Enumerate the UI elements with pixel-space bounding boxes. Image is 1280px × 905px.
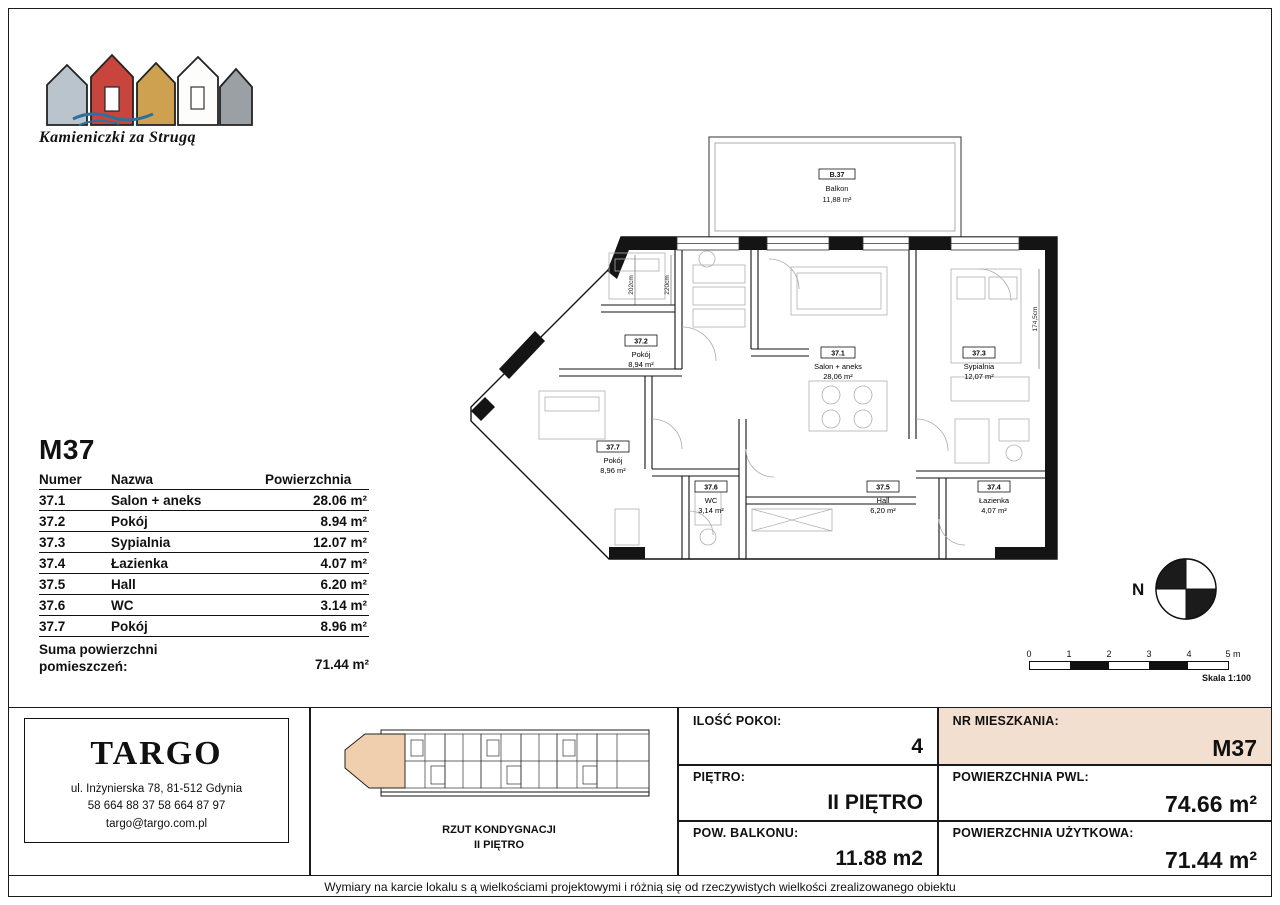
developer-logo-text xyxy=(90,735,222,773)
rooms-count-cell xyxy=(679,708,937,765)
row-number: 37.4 xyxy=(39,555,66,571)
room-tag-37-4 xyxy=(978,481,1010,515)
address-line-3: targo@targo.com.pl xyxy=(105,817,208,830)
rooms-count-label: ILOŚĆ POKOI: xyxy=(693,714,782,728)
table-row xyxy=(39,595,369,616)
row-name: Salon + aneks xyxy=(111,492,202,508)
room-name: Pokój xyxy=(631,350,651,359)
pwl-area-value: 74.66 m² xyxy=(1164,791,1257,817)
row-number: 37.5 xyxy=(39,576,66,592)
row-name: Sypialnia xyxy=(111,534,171,550)
caption-line-2: II PIĘTRO xyxy=(473,838,525,851)
row-name: Pokój xyxy=(111,513,148,529)
row-number: 37.7 xyxy=(39,618,66,634)
room-code: 37.6 xyxy=(704,484,718,492)
balcony-code: B.37 xyxy=(829,172,845,179)
pwl-area-label: POWIERZCHNIA PWL: xyxy=(952,770,1089,784)
brand-name: Kamieniczki za Strugą xyxy=(39,129,196,146)
room-name: Salon + aneks xyxy=(814,362,862,371)
row-area: 28.06 m² xyxy=(312,492,367,508)
row-number: 37.6 xyxy=(39,597,66,613)
scale-tick: 0 xyxy=(1026,649,1032,659)
room-name: Sypialnia xyxy=(963,362,995,371)
dimension-label: 174,5cm xyxy=(1032,306,1039,332)
room-name: Hall xyxy=(876,496,890,505)
pwl-area-cell xyxy=(939,764,1271,820)
row-area: 8.94 m² xyxy=(320,513,367,529)
balcony-name: Balkon xyxy=(825,184,849,193)
houses-icon xyxy=(39,47,254,127)
row-area: 4.07 m² xyxy=(320,555,367,571)
room-area: 8,94 m² xyxy=(628,360,654,369)
table-header xyxy=(39,469,369,490)
scale-tick: 2 xyxy=(1106,649,1112,659)
row-area: 8.96 m² xyxy=(320,618,367,634)
floor-cell xyxy=(679,764,937,821)
room-code: 37.5 xyxy=(876,484,890,492)
plan-sheet xyxy=(8,8,1272,897)
row-name: Pokój xyxy=(111,618,148,634)
scale-bar xyxy=(1019,649,1264,683)
room-area: 8,96 m² xyxy=(600,466,626,475)
disclaimer-note: Wymiary na karcie lokalu s ą wielkościami projektowymi i różnią się od rzeczywistych wielkości zrealizowanego obiektu xyxy=(9,875,1271,897)
balcony-area-label: POW. BALKONU: xyxy=(693,826,799,840)
scale-segments xyxy=(1029,661,1229,670)
room-code: 37.7 xyxy=(606,444,620,452)
title-block xyxy=(9,707,1271,875)
building-key-plan xyxy=(339,716,659,853)
table-row xyxy=(39,490,369,511)
room-name: Łazienka xyxy=(978,496,1010,505)
room-tag-37-3 xyxy=(963,347,995,381)
row-name: Łazienka xyxy=(111,555,169,571)
room-name: Pokój xyxy=(603,456,623,465)
header-powierzchnia: Powierzchnia xyxy=(265,471,352,487)
dimension-label: 202cm xyxy=(628,275,635,295)
address-line-2: 58 664 88 37 58 664 87 97 xyxy=(87,800,226,813)
row-number: 37.3 xyxy=(39,534,66,550)
row-area: 3.14 m² xyxy=(320,597,367,613)
room-area: 4,07 m² xyxy=(981,506,1007,515)
table-sum-row xyxy=(39,637,369,676)
scale-tick: 3 xyxy=(1146,649,1152,659)
room-code: 37.2 xyxy=(634,338,648,346)
scale-tick: 5 m xyxy=(1225,649,1241,659)
brand-logo xyxy=(39,47,279,147)
rooms-count-value: 4 xyxy=(911,735,923,758)
page-title: M37 xyxy=(39,434,95,465)
sum-label: Suma powierzchni pomieszczeń: xyxy=(39,642,158,674)
scale-tick: 1 xyxy=(1066,649,1072,659)
balcony-area-cell xyxy=(679,820,937,877)
compass-north-label: N xyxy=(1132,580,1145,599)
row-number: 37.2 xyxy=(39,513,66,529)
floor-label: PIĘTRO: xyxy=(693,770,746,784)
room-name: WC xyxy=(704,496,718,505)
room-area: 28,06 m² xyxy=(823,372,853,381)
dimension-label: 220cm xyxy=(664,275,671,295)
table-row xyxy=(39,511,369,532)
header-numer: Numer xyxy=(39,471,82,487)
key-plan-drawing xyxy=(339,716,659,812)
room-code: 37.3 xyxy=(972,350,986,358)
usable-area-label: POWIERZCHNIA UŻYTKOWA: xyxy=(952,826,1134,840)
balcony-area: 11,88 m² xyxy=(822,195,852,204)
room-code: 37.4 xyxy=(987,484,1001,492)
table-row xyxy=(39,574,369,595)
developer-address xyxy=(25,781,288,833)
balcony-area-value: 11.88 m2 xyxy=(835,847,923,870)
key-plan-caption xyxy=(339,823,659,853)
scale-ticks xyxy=(1019,649,1264,661)
room-area: 12,07 m² xyxy=(964,372,994,381)
room-area: 3,14 m² xyxy=(698,506,724,515)
row-area: 6.20 m² xyxy=(320,576,367,592)
scale-label: Skala 1:100 xyxy=(1201,673,1251,683)
info-grid xyxy=(679,708,1271,875)
room-area: 6,20 m² xyxy=(870,506,896,515)
apartment-number-cell xyxy=(939,708,1271,764)
table-row xyxy=(39,616,369,637)
sum-value: 71.44 m² xyxy=(314,657,369,672)
scale-tick: 4 xyxy=(1186,649,1192,659)
floor-value: II PIĘTRO xyxy=(827,791,923,814)
room-code: 37.1 xyxy=(831,350,845,358)
rooms-table xyxy=(39,469,369,676)
apartment-number-value: M37 xyxy=(1212,735,1257,761)
address-line-1: ul. Inżynierska 78, 81-512 Gdynia xyxy=(70,783,243,795)
apartment-number-label: NR MIESZKANIA: xyxy=(952,714,1059,728)
row-name: Hall xyxy=(111,576,136,592)
developer-name: TARGO xyxy=(90,735,223,772)
row-number: 37.1 xyxy=(39,492,66,508)
usable-area-value: 71.44 m² xyxy=(1164,847,1257,873)
row-name: WC xyxy=(111,597,134,613)
table-row xyxy=(39,532,369,553)
developer-card xyxy=(24,718,289,843)
houses-illustration xyxy=(39,47,254,127)
compass-rose xyxy=(1114,554,1204,624)
header-nazwa: Nazwa xyxy=(111,471,154,487)
caption-line-1: RZUT KONDYGNACJI xyxy=(442,824,556,836)
table-row xyxy=(39,553,369,574)
usable-area-cell xyxy=(939,820,1271,880)
row-area: 12.07 m² xyxy=(312,534,367,550)
floor-plan-drawing xyxy=(439,119,1099,589)
